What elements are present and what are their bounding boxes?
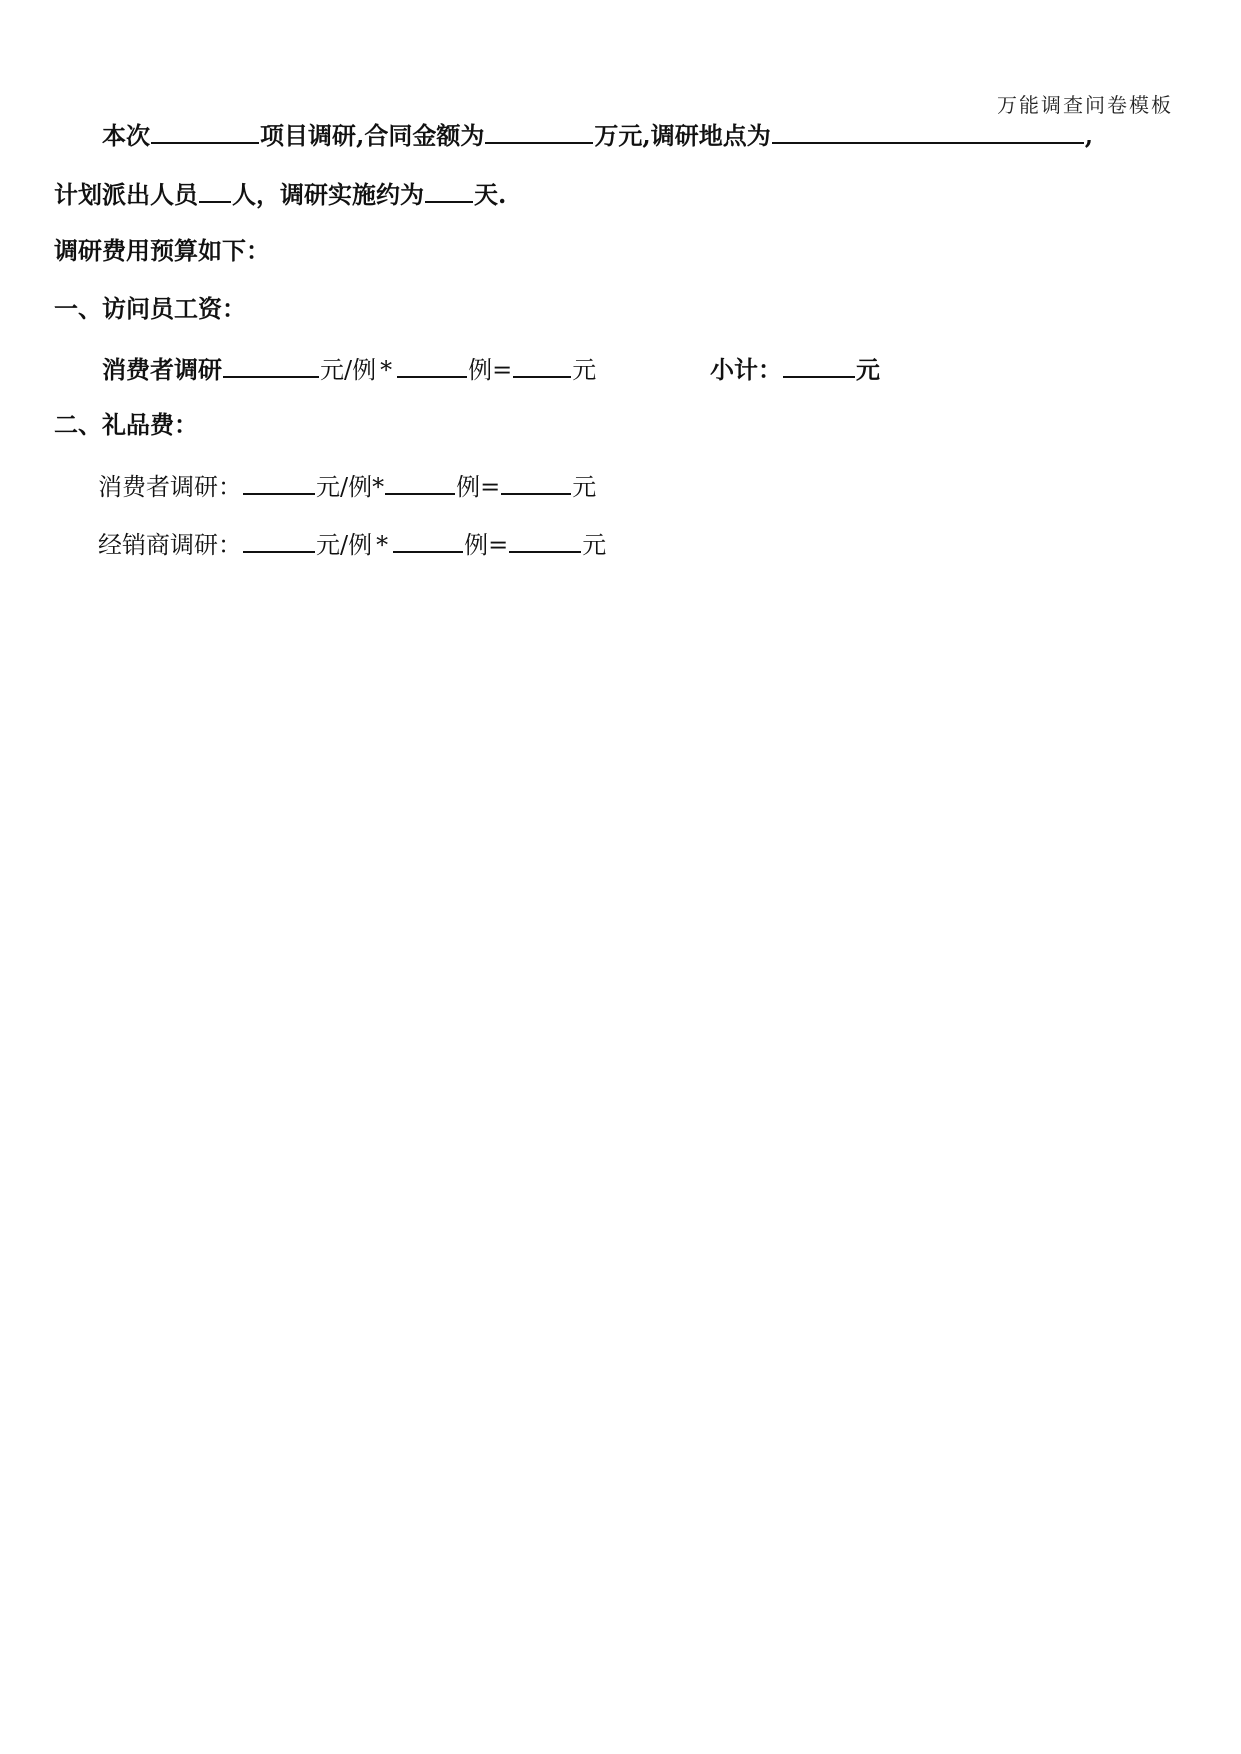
wage-total-blank[interactable] [513, 352, 571, 378]
multiply-sign: * [376, 531, 389, 559]
gift-consumer-rate-blank[interactable] [243, 469, 315, 495]
unit-per-case: 元/例 [316, 473, 373, 501]
unit-per-case: 元/例 [316, 531, 373, 559]
days-blank[interactable] [425, 177, 473, 203]
contract-amount-blank[interactable] [485, 118, 593, 144]
cases-equals: 例= [468, 356, 513, 384]
intro-text-5: 计划派出人员 [54, 180, 198, 209]
wage-cases-blank[interactable] [397, 352, 467, 378]
yuan-unit: 元 [582, 531, 607, 559]
section2-heading: 二、礼品费： [54, 410, 198, 439]
budget-heading: 调研费用预算如下： [54, 236, 270, 265]
project-name-blank[interactable] [151, 118, 259, 144]
gift-consumer-row [98, 469, 596, 502]
gift-dealer-cases-blank[interactable] [393, 527, 463, 553]
intro-text-4: , [1084, 121, 1094, 150]
subtotal-yuan: 元 [856, 355, 880, 384]
cases-equals: 例= [456, 473, 501, 501]
yuan-unit: 元 [572, 473, 597, 501]
multiply-sign: * [372, 473, 385, 501]
gift-dealer-total-blank[interactable] [509, 527, 581, 553]
multiply-sign: * [380, 356, 393, 384]
gift-dealer-label: 经销商调研： [98, 531, 242, 559]
intro-text-1: 本次 [102, 121, 150, 150]
gift-consumer-cases-blank[interactable] [385, 469, 455, 495]
wage-rate-blank[interactable] [223, 352, 319, 378]
subtotal-blank[interactable] [783, 352, 855, 378]
cases-equals: 例= [464, 531, 509, 559]
gift-consumer-label: 消费者调研： [98, 473, 242, 501]
intro-line-2 [54, 177, 506, 210]
gift-dealer-rate-blank[interactable] [243, 527, 315, 553]
location-blank[interactable] [772, 118, 1084, 144]
intro-text-3: 万元,调研地点为 [594, 121, 771, 150]
intro-text-7: 天. [474, 180, 507, 209]
interviewer-wage-row [102, 352, 596, 385]
page-header-title: 万能调查问卷模板 [997, 93, 1173, 117]
intro-text-6: 人，调研实施约为 [232, 180, 424, 209]
section1-heading: 一、访问员工资： [54, 294, 246, 323]
yuan-unit: 元 [572, 356, 597, 384]
gift-consumer-total-blank[interactable] [501, 469, 571, 495]
consumer-survey-label: 消费者调研 [102, 355, 222, 384]
staff-count-blank[interactable] [199, 177, 231, 203]
gift-dealer-row [98, 527, 606, 560]
subtotal-label: 小计： [710, 355, 782, 384]
intro-text-2: 项目调研,合同金额为 [260, 121, 485, 150]
intro-line-1 [102, 118, 1093, 151]
subtotal-group [710, 352, 880, 385]
unit-per-case: 元/例 [320, 356, 377, 384]
